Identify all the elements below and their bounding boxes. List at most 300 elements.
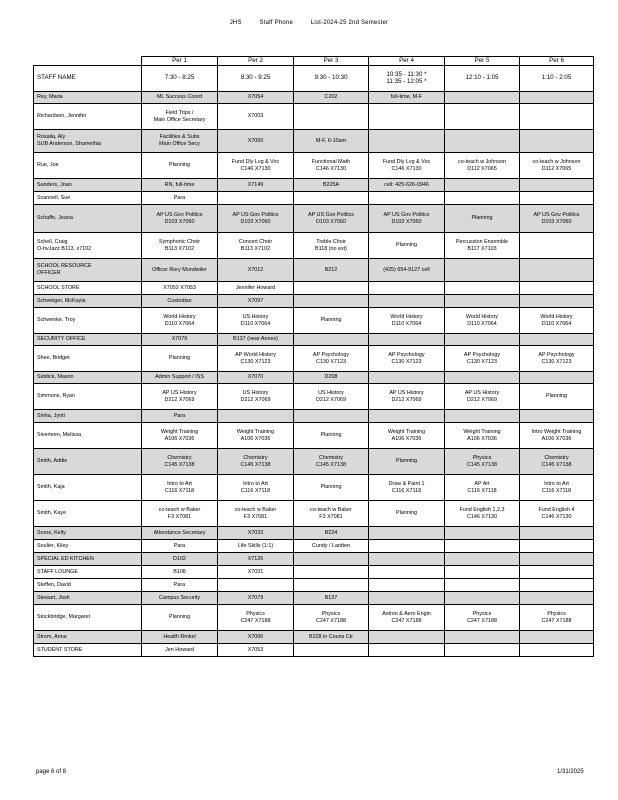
period-1-cell: [142, 205, 218, 233]
staff-name-cell: [34, 644, 142, 657]
period-4-cell: [369, 334, 445, 346]
staff-name-cell: [34, 553, 142, 566]
cell-line: co-teach w Baker: [158, 506, 201, 513]
cell-line: Planning: [546, 393, 567, 400]
period-6-cell: [520, 605, 594, 631]
period-4-cell: [369, 233, 445, 259]
period-4-cell: [369, 527, 445, 540]
footer-date: 1/31/2025: [557, 769, 584, 775]
period-1-cell: [142, 372, 218, 384]
period-1-cell: [142, 192, 218, 205]
cell-line: co-teach w Johnson: [458, 158, 506, 165]
cell-line: AP World History: [235, 351, 276, 358]
cell-line: D103 X7060: [240, 218, 271, 225]
cell-line: C130 X7123: [316, 358, 346, 365]
period-3-cell: [294, 527, 369, 540]
cell-line: Intro to Art: [544, 480, 569, 487]
cell-line: C116 X7118: [467, 487, 497, 494]
period-header-1: Per 1: [142, 57, 218, 66]
period-1-cell: [142, 423, 218, 449]
period-2-cell: [218, 104, 294, 130]
period-2-cell: [218, 282, 294, 295]
staff-row: [34, 605, 594, 631]
cell-line: Weight Training: [463, 428, 501, 435]
cell-line: C247 X7188: [467, 617, 497, 624]
cell-line: Jen Howard: [165, 646, 194, 653]
cell-line: D208: [324, 374, 338, 381]
cell-line: AP US Gov Politics: [383, 211, 430, 218]
period-5-cell: [445, 423, 520, 449]
period-4-cell: [369, 501, 445, 527]
period-3-cell: [294, 205, 369, 233]
period-3-cell: [294, 631, 369, 644]
cell-line: C146 X7130: [541, 513, 572, 520]
cell-line: Schell, Craig: [37, 238, 68, 245]
cell-line: STUDENT STORE: [37, 646, 83, 653]
cell-line: Chemistry: [243, 454, 268, 461]
staff-name-cell: [34, 295, 142, 308]
period-4-cell: [369, 423, 445, 449]
period-3-cell: [294, 566, 369, 579]
cell-line: B137 (near Annex): [233, 336, 278, 343]
period-4-cell: [369, 631, 445, 644]
cell-line: X7050: [247, 137, 264, 144]
staff-name-cell: [34, 540, 142, 553]
period-1-cell: [142, 540, 218, 553]
cell-line: B117 X7103: [467, 245, 497, 252]
period-6-cell: [520, 205, 594, 233]
period-4-cell: [369, 553, 445, 566]
time-header-row: [34, 66, 594, 92]
period-2-cell: [218, 579, 294, 592]
cell-line: Astron & Aero Engin: [382, 610, 431, 617]
cell-line: SCHOOL RESOURCE: [37, 263, 92, 270]
staff-name-cell: [34, 192, 142, 205]
period-3-cell: [294, 410, 369, 423]
cell-line: B228 in Couns Ctr: [308, 633, 354, 640]
cell-line: US History: [242, 313, 269, 320]
period-5-cell: [445, 153, 520, 179]
cell-line: D103 X7060: [316, 218, 346, 225]
cell-line: B113 X7102: [164, 245, 195, 252]
period-6-cell: [520, 192, 594, 205]
period-5-cell: [445, 553, 520, 566]
period-time-5: [445, 66, 520, 92]
cell-line: D110 X7064: [467, 320, 497, 327]
staff-name-header: STAFF NAME: [34, 66, 142, 92]
period-4-cell: [369, 579, 445, 592]
cell-line: Para: [173, 581, 186, 588]
period-1-cell: [142, 259, 218, 282]
cell-line: Health Rmkel: [163, 633, 196, 640]
cell-line: Physics: [472, 610, 492, 617]
cell-line: Cundy / Lantten: [311, 542, 351, 549]
period-5-cell: [445, 410, 520, 423]
cell-line: Schwenke, Troy: [37, 317, 76, 324]
cell-line: Chemistry: [544, 454, 569, 461]
period-4-cell: [369, 192, 445, 205]
period-header-2: Per 2: [218, 57, 294, 66]
cell-line: X7054: [247, 94, 264, 101]
cell-line: C116 X7118: [240, 487, 271, 494]
period-1-cell: [142, 153, 218, 179]
period-5-cell: [445, 104, 520, 130]
period-1-cell: [142, 346, 218, 372]
period-6-cell: [520, 179, 594, 192]
period-4-cell: [369, 540, 445, 553]
period-6-cell: [520, 631, 594, 644]
cell-line: X7126: [247, 555, 264, 562]
period-5-cell: [445, 631, 520, 644]
cell-line: Attendance Secretary: [153, 529, 206, 536]
staff-name-cell: [34, 233, 142, 259]
period-time-4: [369, 66, 445, 92]
period-5-cell: [445, 295, 520, 308]
staff-row: [34, 553, 594, 566]
cell-line: Steffen, David: [37, 581, 71, 588]
cell-line: World History: [465, 313, 499, 320]
cell-line: C116 X7118: [541, 487, 572, 494]
period-2-cell: [218, 527, 294, 540]
period-6-cell: [520, 259, 594, 282]
period-5-cell: [445, 179, 520, 192]
staff-name-cell: [34, 579, 142, 592]
cell-line: 10:35 - 11:30 *: [386, 70, 427, 78]
period-2-cell: [218, 384, 294, 410]
period-4-cell: [369, 592, 445, 605]
cell-line: B224: [324, 529, 338, 536]
period-2-cell: [218, 372, 294, 384]
period-header-row: [34, 57, 594, 66]
period-4-cell: [369, 104, 445, 130]
cell-line: Physics: [547, 610, 566, 617]
staff-name-cell: [34, 592, 142, 605]
cell-line: F3 X7081: [243, 513, 268, 520]
cell-line: Siverteen, Melissa: [37, 432, 82, 439]
staff-row: [34, 372, 594, 384]
cell-line: Rosalia, Aly: [37, 134, 66, 141]
cell-line: Weight Training: [387, 428, 426, 435]
cell-line: cell: 425-626-0946: [384, 181, 429, 188]
cell-line: Officer Rory Mundwiler: [152, 266, 207, 273]
period-2-cell: [218, 449, 294, 475]
period-1-cell: [142, 334, 218, 346]
period-1-cell: [142, 592, 218, 605]
period-2-cell: [218, 295, 294, 308]
cell-line: A106 X7036: [541, 435, 572, 442]
cell-line: X7003: [247, 113, 264, 120]
staff-row: [34, 644, 594, 657]
period-3-cell: [294, 295, 369, 308]
period-4-cell: [369, 130, 445, 153]
staff-row: [34, 259, 594, 282]
cell-line: co-teach w Baker: [234, 506, 277, 513]
cell-line: Weight Training: [160, 428, 199, 435]
period-6-cell: [520, 592, 594, 605]
cell-line: C145 X7138: [164, 461, 195, 468]
staff-row: [34, 540, 594, 553]
period-1-cell: [142, 631, 218, 644]
period-6-cell: [520, 104, 594, 130]
staff-row: [34, 334, 594, 346]
cell-line: AP US Gov Politics: [307, 211, 355, 218]
cell-line: Para: [173, 194, 186, 201]
period-5-cell: [445, 579, 520, 592]
cell-line: D212 X7069: [467, 396, 497, 403]
period-3-cell: [294, 282, 369, 295]
period-3-cell: [294, 308, 369, 334]
cell-line: Campus Security: [158, 594, 201, 601]
period-3-cell: [294, 579, 369, 592]
cell-line: AP Psychology: [463, 351, 501, 358]
period-1-cell: [142, 410, 218, 423]
cell-line: D212 X7069: [391, 396, 422, 403]
period-3-cell: [294, 334, 369, 346]
cell-line: Sanders, Joan: [37, 181, 72, 188]
staff-name-cell: [34, 153, 142, 179]
cell-line: World History: [163, 313, 196, 320]
cell-line: D212 X7069: [164, 396, 195, 403]
period-2-cell: [218, 259, 294, 282]
period-time-3: [294, 66, 369, 92]
cell-line: C146 X7130: [391, 165, 422, 172]
period-4-cell: [369, 346, 445, 372]
cell-line: Planning: [320, 484, 342, 491]
cell-line: co-teach w Johnson: [532, 158, 581, 165]
period-3-cell: [294, 475, 369, 501]
cell-line: Jennifer Howard: [235, 284, 276, 291]
cell-line: Main Office Secy: [159, 141, 200, 147]
staff-name-cell: [34, 259, 142, 282]
period-4-cell: [369, 566, 445, 579]
cell-line: C130 X7123: [467, 358, 497, 365]
staff-row: [34, 410, 594, 423]
cell-line: Weight Training: [236, 428, 275, 435]
staff-row: [34, 153, 594, 179]
period-2-cell: [218, 205, 294, 233]
cell-line: F3 X7081: [167, 513, 192, 520]
staff-row: [34, 501, 594, 527]
period-4-cell: [369, 372, 445, 384]
period-header-5: Per 5: [445, 57, 520, 66]
staff-row: [34, 566, 594, 579]
period-2-cell: [218, 553, 294, 566]
period-4-cell: [369, 605, 445, 631]
cell-line: Treble Choir: [316, 238, 346, 245]
period-1-cell: [142, 384, 218, 410]
period-5-cell: [445, 92, 520, 104]
period-1-cell: [142, 475, 218, 501]
period-5-cell: [445, 566, 520, 579]
cell-line: 11:35 - 12:05 *: [386, 77, 427, 85]
period-2-cell: [218, 233, 294, 259]
cell-line: Chemistry: [318, 454, 344, 461]
cell-line: 12:10 - 1:05: [465, 74, 499, 82]
period-6-cell: [520, 372, 594, 384]
cell-line: M-F, 6-10am: [315, 137, 347, 144]
period-3-cell: [294, 372, 369, 384]
cell-line: Intro to Art: [243, 480, 268, 487]
period-3-cell: [294, 449, 369, 475]
staff-name-cell: [34, 501, 142, 527]
period-6-cell: [520, 334, 594, 346]
cell-line: C130 X7123: [391, 358, 422, 365]
period-4-cell: [369, 449, 445, 475]
cell-line: C247 X7188: [541, 617, 572, 624]
period-6-cell: [520, 540, 594, 553]
cell-line: AP US Gov Politics: [156, 211, 203, 218]
period-1-cell: [142, 308, 218, 334]
cell-line: A106 X7036: [240, 435, 271, 442]
cell-line: D112 X7065: [467, 165, 497, 172]
period-1-cell: [142, 501, 218, 527]
period-time-1: [142, 66, 218, 92]
cell-line: C146 X7130: [467, 513, 497, 520]
staff-row: [34, 475, 594, 501]
period-1-cell: [142, 449, 218, 475]
cell-line: SCHOOL STORE: [37, 284, 80, 291]
period-4-cell: [369, 92, 445, 104]
cell-line: D103 X7060: [541, 218, 572, 225]
period-4-cell: [369, 384, 445, 410]
cell-line: D110 X7064: [164, 320, 195, 327]
period-5-cell: [445, 130, 520, 153]
staff-name-cell: [34, 475, 142, 501]
period-1-cell: [142, 233, 218, 259]
period-2-cell: [218, 410, 294, 423]
cell-line: A106 X7036: [391, 435, 422, 442]
staff-name-cell: [34, 179, 142, 192]
staff-name-cell: [34, 410, 142, 423]
staff-row: [34, 295, 594, 308]
period-time-6: [520, 66, 594, 92]
staff-row: [34, 631, 594, 644]
period-5-cell: [445, 282, 520, 295]
period-5-cell: [445, 384, 520, 410]
cell-line: X7097: [247, 297, 264, 304]
period-5-cell: [445, 644, 520, 657]
cell-line: Functional Math: [311, 158, 351, 165]
staff-row: [34, 423, 594, 449]
cell-line: Schaffe, Jeana: [37, 215, 73, 222]
staff-name-cell: [34, 282, 142, 295]
period-1-cell: [142, 104, 218, 130]
cell-line: US History: [318, 389, 344, 396]
cell-line: B137: [324, 594, 338, 601]
period-time-2: [218, 66, 294, 92]
cell-line: Rue, Joe: [37, 162, 59, 169]
cell-line: full-time, M-F: [390, 94, 423, 101]
cell-line: C247 X7188: [391, 617, 422, 624]
cell-line: X7070: [247, 374, 264, 381]
cell-line: Concert Choir: [238, 238, 273, 245]
period-6-cell: [520, 92, 594, 104]
cell-line: Planning: [471, 215, 493, 222]
cell-line: Fund English 1,2,3: [459, 506, 505, 513]
period-3-cell: [294, 644, 369, 657]
period-5-cell: [445, 334, 520, 346]
cell-line: AP Psychology: [312, 351, 350, 358]
period-3-cell: [294, 233, 369, 259]
period-2-cell: [218, 540, 294, 553]
period-5-cell: [445, 233, 520, 259]
cell-line: 8:30 - 9:25: [240, 74, 271, 82]
period-4-cell: [369, 644, 445, 657]
period-5-cell: [445, 372, 520, 384]
staff-row: [34, 527, 594, 540]
period-3-cell: [294, 592, 369, 605]
cell-line: World History: [390, 313, 423, 320]
period-header-4: Per 4: [369, 57, 445, 66]
cell-line: X7052 X7053: [163, 284, 196, 291]
period-3-cell: [294, 104, 369, 130]
cell-line: A106 X7036: [467, 435, 497, 442]
period-6-cell: [520, 130, 594, 153]
period-2-cell: [218, 179, 294, 192]
cell-line: Stewart, Josh: [37, 594, 70, 601]
period-1-cell: [142, 605, 218, 631]
cell-line: Admin Support / ISS: [155, 374, 204, 381]
period-6-cell: [520, 384, 594, 410]
period-2-cell: [218, 475, 294, 501]
cell-line: D112 X7065: [541, 165, 572, 172]
period-5-cell: [445, 192, 520, 205]
period-3-cell: [294, 605, 369, 631]
period-4-cell: [369, 153, 445, 179]
period-5-cell: [445, 259, 520, 282]
period-6-cell: [520, 579, 594, 592]
cell-line: AP US History: [389, 389, 424, 396]
cell-line: AP Psychology: [388, 351, 425, 358]
cell-line: AP US History: [162, 389, 197, 396]
period-1-cell: [142, 566, 218, 579]
cell-line: Strom, Anna: [37, 633, 67, 640]
cell-line: Smith, Kaye: [37, 510, 67, 517]
cell-line: Symphonic Choir: [158, 238, 201, 245]
period-2-cell: [218, 334, 294, 346]
cell-line: 1:10 - 2:05: [541, 74, 572, 82]
cell-line: SUB Anderson, Shamethia: [37, 141, 102, 147]
cell-line: D110 X7064: [541, 320, 572, 327]
cell-line: C130 X7123: [541, 358, 572, 365]
period-2-cell: [218, 92, 294, 104]
staff-name-cell: [34, 449, 142, 475]
cell-line: Richardson, Jennifer: [37, 113, 87, 120]
cell-line: AP US History: [464, 389, 500, 396]
cell-line: D212 X7069: [240, 396, 271, 403]
cell-line: Shee, Bridget: [37, 355, 70, 362]
period-5-cell: [445, 605, 520, 631]
period-4-cell: [369, 259, 445, 282]
period-6-cell: [520, 308, 594, 334]
period-3-cell: [294, 540, 369, 553]
cell-line: Draw & Paint 1: [388, 480, 425, 487]
cell-line: Para: [173, 412, 186, 419]
staff-name-cell: [34, 205, 142, 233]
cell-line: Fund English 4: [538, 506, 575, 513]
staff-schedule-table: [33, 56, 594, 657]
cell-line: C146 X7130: [240, 165, 271, 172]
cell-line: X7053: [247, 646, 264, 653]
cell-line: Planning: [396, 510, 417, 517]
staff-row: [34, 579, 594, 592]
period-1-cell: [142, 527, 218, 540]
cell-line: OFFICER: [37, 270, 61, 276]
cell-line: World History: [540, 313, 573, 320]
cell-line: Planning: [169, 162, 190, 169]
cell-line: Facilities & Subs: [159, 134, 200, 141]
cell-line: Siddick, Mason: [37, 374, 74, 381]
